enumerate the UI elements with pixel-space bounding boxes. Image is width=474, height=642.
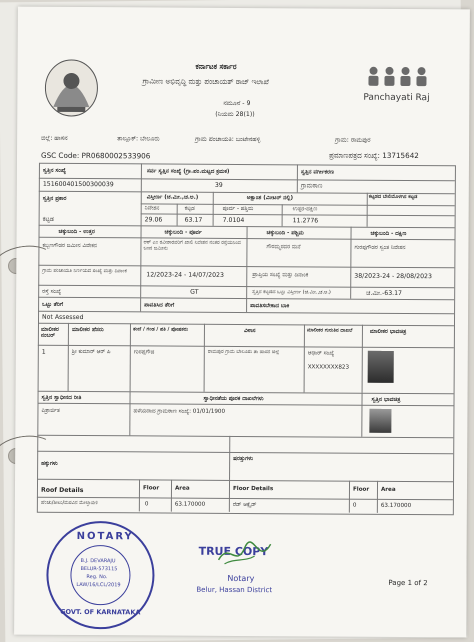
seal-bottom-text: GOVT. OF KARNATAKA <box>60 607 141 617</box>
prop-photo-header: ಸ್ವತ್ತಿನ ಭಾವಚಿತ್ರ <box>371 396 401 403</box>
brand-label: Panchayati Raj <box>363 92 430 104</box>
floor-area: 63.170000 <box>380 502 412 510</box>
built-area: 63.17 <box>184 216 203 224</box>
owner-address-header: ವಿಳಾಸ <box>243 328 256 335</box>
form-number: ನಮೂನೆ - 9 <box>223 99 251 108</box>
boundary-south-header: ಚಕ್ಕುಬಂದಿ - ದಕ್ಷಿಣ <box>370 230 407 238</box>
latlong-header: ಅಕ್ಷಾಂಶ (ಮೀಟರ್ ನಲ್ಲಿ) <box>246 195 294 202</box>
roof-floor: 0 <box>144 501 149 508</box>
prop-type: ಕಟ್ಟಡ <box>42 215 54 223</box>
taluk: ತಾಲ್ಲೂಕ್: ಬೇಲೂರು <box>117 135 160 143</box>
boundary-west: ಆರ್ ಎಂ ರವೀಶಾರವರಿಗೆ ಖಾಲಿ ನಿವೇಶನ ನಂತರ ರಸ್ತೆಯನಿಂದ ಬಂದ ಜಮೀನು <box>143 239 241 252</box>
boundary-south: ಗುರಪ್ಪಗೌಡರ ಸ್ವಂತ ನಿವೇಶನ <box>354 244 406 251</box>
category: ಗ್ರಾಮಠಾಣ <box>300 182 323 190</box>
notes-header: ಷರತ್ತುಗಳು <box>233 455 254 463</box>
karnataka-emblem-icon <box>39 55 103 121</box>
gp-period-header: ಗ್ರಾಮ ಪಂಚಾಯತಿ ನಿರ್ಣಯದ ಸಂಖ್ಯೆ ಮತ್ತು ದಿನಾಂಕ <box>42 267 127 275</box>
owner-id-number: XXXXXXXX823 <box>307 364 350 371</box>
notary-label: Notary <box>227 573 255 584</box>
owner-photo <box>368 351 394 383</box>
district: ಜಿಲ್ಲೆ: ಹಾಸನ <box>41 134 68 142</box>
right-header: ಸ್ವತ್ತಿನ ಸ್ವಾಧೀನದ ರೀತಿ <box>41 394 82 402</box>
balance-header: ಪಾವತಿಸಬೇಕಾದ ಬಾಕಿ <box>250 303 290 310</box>
asset-no-header: ಸರ್ವ ಸ್ವತ್ತಿನ ಸಂಖ್ಯೆ (ಗ್ರಾ.ಪಂ.ಮಟ್ಟದ ಕ್ರಮಕ) <box>146 168 230 175</box>
gsc-code: GSC Code: PR0680002533906 <box>40 150 151 161</box>
owner-father: ಗುರಪ್ಪಗೌಡ <box>133 349 155 356</box>
right-doc-header: ಸ್ವಾಧೀನತೆಯ ಪೂರಕ ದಾಖಲೆಗಳು <box>203 395 264 403</box>
notary-seal <box>46 521 155 630</box>
prop-no-header: ಸ್ವತ್ತಿನ ಸಂಖ್ಯೆ <box>42 167 66 174</box>
built-total: ಚ.ಮೀ.-63.17 <box>366 289 403 297</box>
gov-title: ಕರ್ನಾಟಕ ಸರ್ಕಾರ <box>195 61 237 71</box>
roof-area-header: Area <box>174 485 190 492</box>
page-number: Page 1 of 2 <box>388 578 428 588</box>
boundary-north-header: ಚಕ್ಕುಬಂದಿ - ಪಶ್ಚಿಮ <box>266 230 304 237</box>
tax-header: ಒಟ್ಟು ತೆರಿಗೆ <box>42 301 64 308</box>
ew-header: ಪೂರ್ವ - ಪಶ್ಚಿಮ <box>222 205 254 213</box>
floor-area-header: Area <box>380 486 396 493</box>
signature-icon <box>214 538 274 570</box>
village: ಗ್ರಾಮ: ರಾಮಪುರ <box>335 136 371 144</box>
floor-details-header: Floor Details <box>232 485 274 493</box>
boundary-north: ಗೌರಮ್ಮರವರ ಮನೆ <box>266 244 301 251</box>
category-header: ಸ್ವತ್ತಿನ ವರ್ಗೀಕರಣ <box>300 169 335 176</box>
type-header: ಸ್ವತ್ತಿನ ಪ್ರಕಾರ <box>42 195 67 202</box>
owner-id-header: ಮಾಲೀಕರ ಗುರುತಿನ ದಾಖಲೆ <box>306 327 353 334</box>
floor-type: ರೆಡ್ ಆಕ್ಸೈಡ್ <box>232 501 257 509</box>
area-header: ವಿಸ್ತೀರ್ಣ (ಚ.ಮೀ.,ಚ.ಅ.) <box>146 194 199 201</box>
boundary-west-header: ಚಕ್ಕುಬಂದಿ - ಪೂರ್ವ <box>164 229 202 236</box>
paid-header: ಪಾವತಿಸಿದ ತೆರಿಗೆ <box>144 302 175 309</box>
roof-details-header: Roof Details <box>40 486 84 495</box>
rule-number: (ನಿಯಮ 28(1)) <box>215 110 255 119</box>
document-page <box>14 7 470 638</box>
floor-floor: 0 <box>352 502 357 509</box>
ew-length: 7.0104 <box>222 216 245 225</box>
dept-title: ಗ್ರಾಮೀಣ ಅಭಿವೃದ್ಧಿ ಮತ್ತು ಪಂಚಾಯತ್ ರಾಜ್ ಇಲಾಖೆ <box>142 76 269 87</box>
built-total-header: ಸ್ವತ್ತಿನ ಕಟ್ಟಡದ ಒಟ್ಟು ವಿಸ್ತೀರ್ಣ (ಚ.ಮೀ.,ಚ.ಅ.) <box>252 289 331 296</box>
approval: 38/2023-24 - 28/08/2023 <box>354 272 432 281</box>
roof-type: ಹೆಂಚು/ಶೀಟು/ಮರವಿನ ಮೇಲ್ಛಾವಣಿ <box>40 499 98 507</box>
owner-sl-header: ಮಾಲೀಕರ ನಂಬರ್ <box>40 326 59 340</box>
right-type: ಪಿತ್ರಾರ್ಜಿತ <box>41 407 60 414</box>
gram-panchayat: ಗ್ರಾಮ ಪಂಚಾಯತಿ: ಬಂಟೇನಹಳ್ಳಿ <box>195 135 261 144</box>
seal-reg: Reg. No. <box>86 574 108 581</box>
floor-floor-header: Floor <box>352 486 370 493</box>
ns-length: 11.2776 <box>292 217 319 225</box>
notary-place: Belur, Hassan District <box>196 585 273 595</box>
built-header: ಕಟ್ಟಡ <box>184 205 195 212</box>
owner-name: ಶ್ರೀ ಕುಮಾರ್ ಆರ್ ಪಿ <box>71 348 111 356</box>
charges-header: ಹಕ್ಕುಗಳು <box>41 460 58 467</box>
seal-name: B.J. DEVARAJU <box>80 558 116 565</box>
roof-floor-header: Floor <box>142 485 160 492</box>
seal-law: LAW/16/LCL/2019 <box>76 581 121 589</box>
approval-header: ಪ್ರಾಪ್ತಿಯ ಸಂಖ್ಯೆ ಮತ್ತು ದಿನಾಂಕ <box>252 272 309 279</box>
panchayati-raj-logo-icon <box>365 65 435 89</box>
owner-name-header: ಮಾಲೀಕರ ಹೆಸರು <box>71 326 104 334</box>
boundary-east: ಕಬ್ಬಣಗೌಡರ ಜಮೀನ ವಿವೇಕನ <box>42 242 98 250</box>
asset-no: 39 <box>214 181 223 189</box>
roof-area: 63.170000 <box>174 501 206 508</box>
seal-place: BELUR-573115 <box>80 566 118 573</box>
owner-sl: 1 <box>41 348 46 356</box>
true-copy-stamp: TRUE COPY <box>198 544 269 559</box>
property-photo <box>369 409 391 433</box>
site-header: ನಿವೇಶನ <box>144 205 160 212</box>
owner-address: ರಾಮಪುರ ಗ್ರಾಮ ಬೇಲೂರು ತಾ ಹಾಸನ ಜಿಲ್ಲೆ <box>207 348 280 356</box>
owner-id-type: ಆಧಾರ್ ಸಂಖ್ಯೆ <box>307 350 335 357</box>
building-header: ಕಟ್ಟಡದ ಬೇಲಿಯೊಳಗಿನ ಕಟ್ಟಡ <box>368 193 418 201</box>
road-header: ರಸ್ತೆ ಸಂಖ್ಯೆ <box>42 288 62 295</box>
prop-no: 151600401500300039 <box>42 180 114 189</box>
owner-photo-header: ಮಾಲೀಕರ ಭಾವಚಿತ್ರ <box>369 328 407 336</box>
ns-header: ಉತ್ತರ-ದಕ್ಷಿಣ <box>292 206 318 213</box>
boundary-east-header: ಚಕ್ಕುಬಂದಿ - ಉತ್ತರ <box>58 228 95 236</box>
road: GT <box>190 288 199 296</box>
seal-top-text: NOTARY <box>76 530 134 543</box>
site-area: 29.06 <box>144 216 163 224</box>
right-doc: ಹಳೆಯದಾದ ಗ್ರಾಮಠಾಣ ಸಂಖ್ಯೆ: 01/01/1900 <box>133 408 226 415</box>
owner-father-header: ತಂದೆ / ಗಂಡ / ಪತಿ / ಪೋಷಕರು <box>132 326 189 333</box>
certificate-number: ಪ್ರಮಾಣಪತ್ರದ ಸಂಖ್ಯೆ: 13715642 <box>328 150 419 161</box>
gp-period: 12/2023-24 - 14/07/2023 <box>146 271 224 279</box>
tax-status: Not Assessed <box>42 313 84 322</box>
